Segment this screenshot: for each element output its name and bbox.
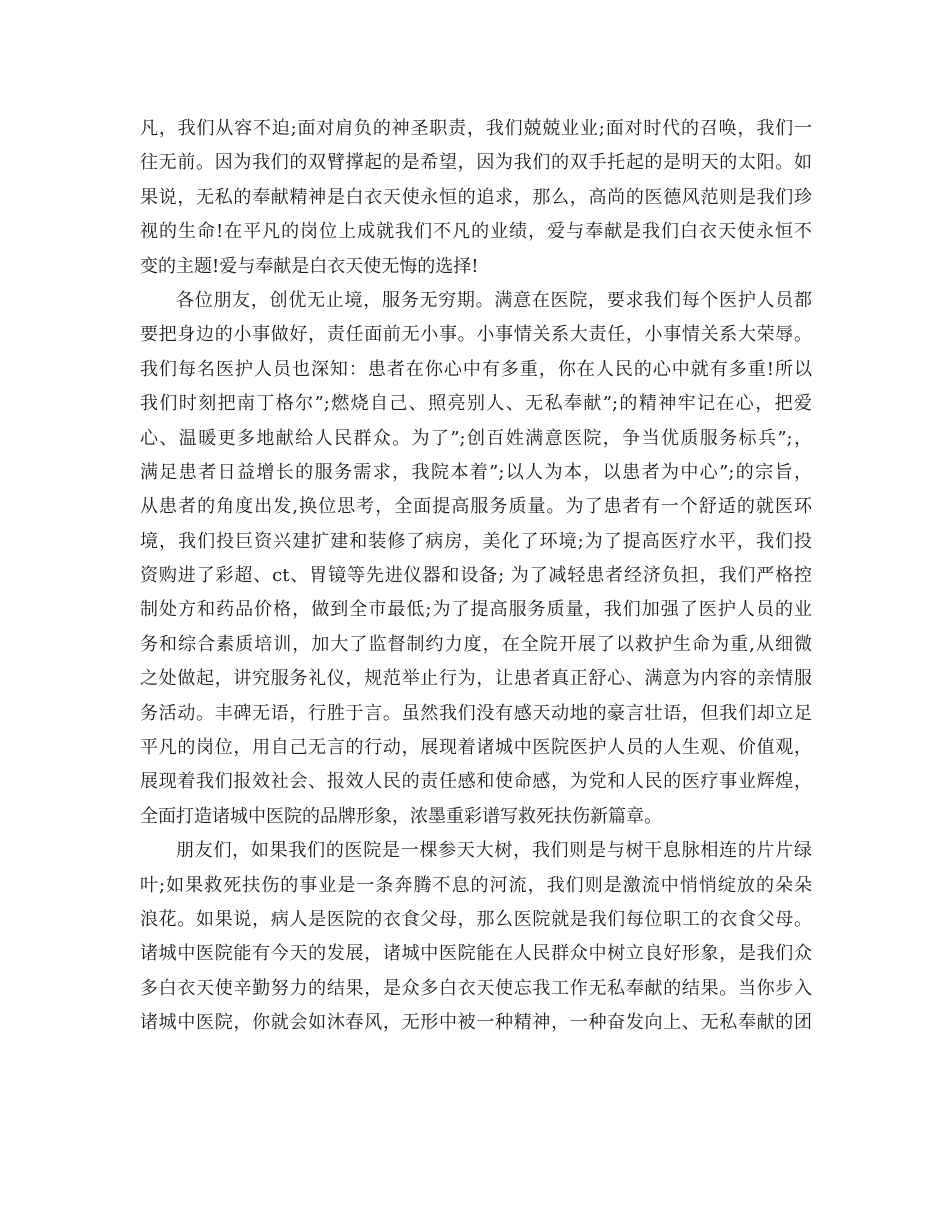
paragraph-first-line: 朋友们，如果我们的医院是一棵参天大树，我们则是与树干息脉相连的片片绿	[176, 840, 812, 862]
text-line: 制处方和药品价格，做到全市最低;为了提高服务质量，我们加强了医护人员的业	[140, 599, 812, 621]
text-line: 视的生命!在平凡的岗位上成就我们不凡的业绩，爱与奉献是我们白衣天使永恒不	[140, 221, 812, 243]
paragraph-first-line: 各位朋友，创优无止境，服务无穷期。满意在医院，要求我们每个医护人员都	[176, 289, 812, 311]
body-text	[140, 112, 812, 1041]
text-line: 展现着我们报效社会、报效人民的责任感和使命感，为党和人民的医疗事业辉煌，	[140, 771, 812, 793]
text-line: 多白衣天使辛勤努力的结果，是众多白衣天使忘我工作无私奉献的结果。当你步入	[140, 977, 812, 999]
text-line: 浪花。如果说，病人是医院的衣食父母，那么医院就是我们每位职工的衣食父母。	[140, 908, 812, 930]
text-line: 凡，我们从容不迫;面对肩负的神圣职责，我们兢兢业业;面对时代的召唤，我们一	[140, 118, 812, 139]
text-line: 我们时刻把南丁格尔”;燃烧自己、照亮别人、无私奉献”;的精神牢记在心，把爱	[140, 393, 812, 415]
text-line: 变的主题!爱与奉献是白衣天使无悔的选择!	[140, 255, 479, 277]
text-line: 果说，无私的奉献精神是白衣天使永恒的追求，那么，高尚的医德风范则是我们珍	[140, 186, 812, 208]
text-line: 满足患者日益增长的服务需求，我院本着”;以人为本，以患者为中心”;的宗旨，	[140, 461, 812, 483]
text-line: 之处做起，讲究服务礼仪，规范举止行为，让患者真正舒心、满意为内容的亲情服	[140, 668, 812, 690]
text-line: 全面打造诸城中医院的品牌形象，浓墨重彩谱写救死扶伤新篇章。	[140, 805, 662, 827]
text-line: 心、温暖更多地献给人民群众。为了”;创百姓满意医院，争当优质服务标兵”;，	[140, 427, 812, 449]
text-line: 叶;如果救死扶伤的事业是一条奔腾不息的河流，我们则是激流中悄悄绽放的朵朵	[140, 874, 812, 896]
text-line: 我们每名医护人员也深知：患者在你心中有多重，你在人民的心中就有多重!所以	[140, 358, 812, 380]
text-line: 务活动。丰碑无语，行胜于言。虽然我们没有感天动地的豪言壮语，但我们却立足	[140, 702, 812, 724]
text-line: 平凡的岗位，用自己无言的行动，展现着诸城中医院医护人员的人生观、价值观，	[140, 737, 812, 759]
text-line: 资购进了彩超、ct、胃镜等先进仪器和设备; 为了减轻患者经济负担，我们严格控	[140, 565, 812, 587]
text-line: 从患者的角度出发,换位思考，全面提高服务质量。为了患者有一个舒适的就医环	[140, 496, 812, 518]
text-line: 务和综合素质培训，加大了监督制约力度，在全院开展了以救护生命为重,从细微	[140, 633, 812, 655]
text-line: 诸城中医院，你就会如沐春风，无形中被一种精神，一种奋发向上、无私奉献的团	[140, 1012, 812, 1034]
text-line: 诸城中医院能有今天的发展，诸城中医院能在人民群众中树立良好形象，是我们众	[140, 943, 812, 965]
text-line: 往无前。因为我们的双臂撑起的是希望，因为我们的双手托起的是明天的太阳。如	[140, 152, 812, 174]
text-line: 境，我们投巨资兴建扩建和装修了病房，美化了环境;为了提高医疗水平，我们投	[140, 530, 812, 552]
text-line: 要把身边的小事做好，责任面前无小事。小事情关系大责任，小事情关系大荣辱。	[140, 324, 812, 346]
